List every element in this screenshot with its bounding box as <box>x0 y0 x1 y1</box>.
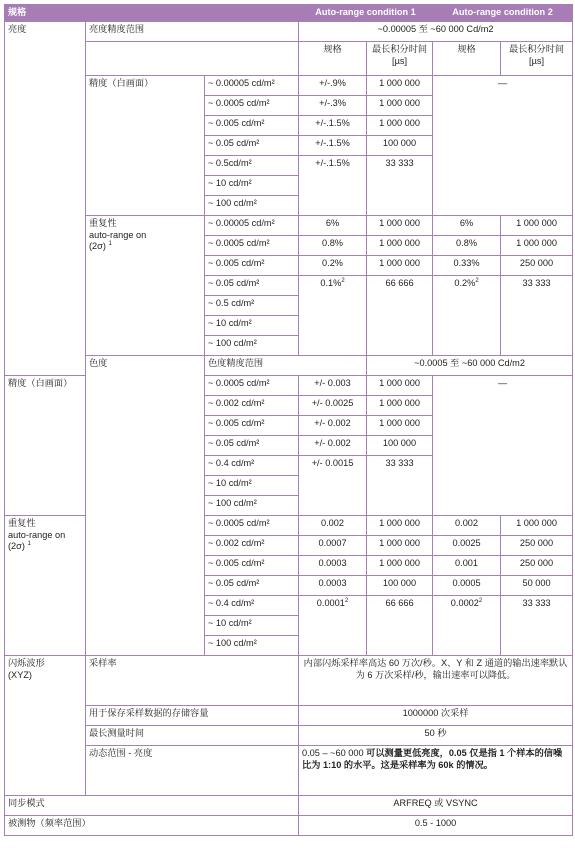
lum-rep-t2: 1 000 000 <box>501 215 573 235</box>
lum-rep-s2: 0.33% <box>433 255 501 275</box>
chroma-rep-s2: 0.0005 <box>433 575 501 595</box>
lum-range-label: 亮度精度范围 <box>86 21 299 41</box>
chroma-acc-time: 1 000 000 <box>367 395 433 415</box>
lum-acc-spec: +/-.1.5% <box>299 115 367 135</box>
chroma-rep-t2: 50 000 <box>501 575 573 595</box>
chroma-rep-t2: 250 000 <box>501 535 573 555</box>
chroma-acc-label: 精度（白画面） <box>5 375 86 515</box>
lum-acc-lvl: ~ 0.005 cd/m² <box>205 115 299 135</box>
lum-rep-sigma: (2σ) <box>89 241 106 252</box>
flicker-storage-label: 用于保存采样数据的存储容量 <box>86 705 299 725</box>
chroma-acc-time: 33 333 <box>367 455 433 515</box>
lum-range-value: ~0.00005 至 ~60 000 Cd/m2 <box>299 21 573 41</box>
chroma-acc-spec: +/- 0.003 <box>299 375 367 395</box>
chroma-rep-s1: 0.0003 <box>299 555 367 575</box>
lum-acc-lvl: ~ 0.0005 cd/m² <box>205 95 299 115</box>
chroma-acc-lvl: ~ 0.05 cd/m² <box>205 435 299 455</box>
chroma-rep-t2: 250 000 <box>501 555 573 575</box>
chroma-rep-t1: 1 000 000 <box>367 535 433 555</box>
lum-rep-s2-value: 0.2% <box>454 277 476 288</box>
chroma-rep-lvl: ~ 0.002 cd/m² <box>205 535 299 555</box>
lum-rep-sub: auto-range on <box>89 229 147 240</box>
chroma-rep-t1: 100 000 <box>367 575 433 595</box>
chroma-rep-lvl: ~ 100 cd/m² <box>205 635 299 655</box>
flicker-rate-value: 内部闪烁采样率高达 60 万次/秒。X、Y 和 Z 通道的输出速率默认为 6 万次采样/秒，输出速率可以降低。 <box>299 655 573 705</box>
chroma-rep-lvl: ~ 0.005 cd/m² <box>205 555 299 575</box>
lum-acc-lvl: ~ 0.05 cd/m² <box>205 135 299 155</box>
lum-rep-label <box>86 215 205 355</box>
lum-rep-lvl: ~ 0.5 cd/m² <box>205 295 299 315</box>
lum-rep-lvl: ~ 10 cd/m² <box>205 315 299 335</box>
lum-col-maxint1: 最长积分时间 [µs] <box>367 41 433 75</box>
header-row <box>5 5 573 22</box>
chroma-rep-lvl: ~ 10 cd/m² <box>205 615 299 635</box>
lum-col-spec2: 规格 <box>433 41 501 75</box>
chroma-rep-t1: 1 000 000 <box>367 515 433 535</box>
sync-value: ARFREQ 或 VSYNC <box>299 795 573 815</box>
chroma-section-label: 色度 <box>86 355 205 655</box>
lum-rep-t2: 250 000 <box>501 255 573 275</box>
flicker-dyn-label: 动态范围 - 亮度 <box>86 745 299 795</box>
lum-rep-s1: 6% <box>299 215 367 235</box>
chroma-acc-spec: +/- 0.0015 <box>299 455 367 515</box>
lum-rep-t1: 1 000 000 <box>367 255 433 275</box>
chroma-rep-s1: 0.002 <box>299 515 367 535</box>
lum-rep-s1-footnote: 2 <box>341 277 345 284</box>
flicker-storage-value: 1000000 次采样 <box>299 705 573 725</box>
lum-acc-time: 1 000 000 <box>367 75 433 95</box>
chroma-rep-s1: 0.0007 <box>299 535 367 555</box>
lum-rep-s2: 6% <box>433 215 501 235</box>
flicker-maxtime-value: 50 秒 <box>299 725 573 745</box>
chroma-rep-t1: 66 666 <box>367 595 433 655</box>
lum-col-spec1: 规格 <box>299 41 367 75</box>
dut-value: 0.5 - 1000 <box>299 815 573 835</box>
chroma-rep-s2-footnote: 2 <box>478 597 483 604</box>
chroma-rep-s1 <box>299 595 367 655</box>
chroma-range-label: 色度精度范围 <box>205 355 367 375</box>
lum-rep-t1: 66 666 <box>367 275 433 355</box>
header-spec: 规格 <box>5 5 299 22</box>
chroma-rep-label <box>5 515 86 655</box>
lum-acc-time: 33 333 <box>367 155 433 215</box>
chroma-rep-s1-value: 0.0001 <box>316 597 345 608</box>
chroma-acc-lvl: ~ 0.0005 cd/m² <box>205 375 299 395</box>
chroma-rep-lvl: ~ 0.0005 cd/m² <box>205 515 299 535</box>
lum-acc-lvl: ~ 10 cd/m² <box>205 175 299 195</box>
sync-label: 同步模式 <box>5 795 299 815</box>
lum-rep-footnote: 1 <box>108 241 112 248</box>
lum-acc-time: 1 000 000 <box>367 115 433 135</box>
lum-acc-spec: +/-.1.5% <box>299 135 367 155</box>
lum-acc-spec: +/-.1.5% <box>299 155 367 215</box>
chroma-acc-spec: +/- 0.002 <box>299 435 367 455</box>
lum-acc-lvl: ~ 0.5cd/m² <box>205 155 299 175</box>
chroma-acc-spec: +/- 0.0025 <box>299 395 367 415</box>
chroma-acc-time: 1 000 000 <box>367 415 433 435</box>
lum-acc-time: 100 000 <box>367 135 433 155</box>
flicker-rate-label: 采样率 <box>86 655 299 705</box>
chroma-rep-s2: 0.0025 <box>433 535 501 555</box>
lum-acc-time: 1 000 000 <box>367 95 433 115</box>
chroma-acc-lvl: ~ 0.4 cd/m² <box>205 455 299 475</box>
dut-label: 被测物（频率范围） <box>5 815 299 835</box>
chroma-acc-lvl: ~ 0.002 cd/m² <box>205 395 299 415</box>
lum-acc-lvl: ~ 100 cd/m² <box>205 195 299 215</box>
chroma-rep-t2: 33 333 <box>501 595 573 655</box>
chroma-acc-time: 100 000 <box>367 435 433 455</box>
lum-rep-s1: 0.2% <box>299 255 367 275</box>
chroma-rep-s2: 0.001 <box>433 555 501 575</box>
lum-rep-lvl: ~ 0.05 cd/m² <box>205 275 299 295</box>
lum-rep-lvl: ~ 0.0005 cd/m² <box>205 235 299 255</box>
lum-rep-lvl: ~ 0.005 cd/m² <box>205 255 299 275</box>
chroma-range-value: ~0.0005 至 ~60 000 Cd/m2 <box>367 355 573 375</box>
flicker-section-label <box>5 655 86 795</box>
chroma-acc-lvl: ~ 10 cd/m² <box>205 475 299 495</box>
header-cond1: Auto-range condition 1 <box>299 5 433 22</box>
chroma-rep-t2: 1 000 000 <box>501 515 573 535</box>
lum-rep-t1: 1 000 000 <box>367 215 433 235</box>
chroma-rep-s2: 0.002 <box>433 515 501 535</box>
chroma-rep-sigma: (2σ) <box>8 541 25 552</box>
chroma-acc-lvl: ~ 100 cd/m² <box>205 495 299 515</box>
chroma-rep-s2 <box>433 595 501 655</box>
flicker-maxtime-label: 最长测量时间 <box>86 725 299 745</box>
chroma-rep-footnote: 1 <box>27 541 31 548</box>
lum-rep-t1: 1 000 000 <box>367 235 433 255</box>
lum-acc-spec: +/-.3% <box>299 95 367 115</box>
chroma-acc-dash: — <box>433 375 573 515</box>
chroma-rep-lvl: ~ 0.05 cd/m² <box>205 575 299 595</box>
chroma-rep-lvl: ~ 0.4 cd/m² <box>205 595 299 615</box>
lum-rep-s1: 0.8% <box>299 235 367 255</box>
lum-rep-s1 <box>299 275 367 355</box>
chroma-acc-lvl: ~ 0.005 cd/m² <box>205 415 299 435</box>
header-cond2: Auto-range condition 2 <box>433 5 573 22</box>
chroma-rep-s1: 0.0003 <box>299 575 367 595</box>
flicker-dyn-note: 可以测量更低亮度，0.05 仅是指 1 个样本的信噪比为 1:10 的水平。这是采样率为 60k 的情况。 <box>302 747 563 770</box>
lum-rep-title: 重复性 <box>89 217 117 228</box>
lum-rep-t2: 1 000 000 <box>501 235 573 255</box>
lum-rep-s1-value: 0.1% <box>320 277 342 288</box>
lum-acc-spec: +/-.9% <box>299 75 367 95</box>
chroma-acc-time: 1 000 000 <box>367 375 433 395</box>
lum-rep-s2: 0.8% <box>433 235 501 255</box>
chroma-rep-sub: auto-range on <box>8 529 66 540</box>
chroma-rep-s1-footnote: 2 <box>344 597 349 604</box>
chroma-rep-title: 重复性 <box>8 517 36 528</box>
flicker-title: 闪烁波形 <box>8 657 45 668</box>
lum-acc-dash: — <box>433 75 573 215</box>
lum-col-maxint2: 最长积分时间 [µs] <box>501 41 573 75</box>
lum-rep-lvl: ~ 0.00005 cd/m² <box>205 215 299 235</box>
lum-section-label: 亮度 <box>5 21 86 375</box>
chroma-rep-t1: 1 000 000 <box>367 555 433 575</box>
flicker-dyn-range: 0.05 – ~60 000 <box>302 747 364 758</box>
chroma-rep-s2-value: 0.0002 <box>450 597 479 608</box>
chroma-acc-spec: +/- 0.002 <box>299 415 367 435</box>
lum-rep-lvl: ~ 100 cd/m² <box>205 335 299 355</box>
lum-acc-label: 精度（白画面） <box>86 75 205 215</box>
spec-table <box>4 4 573 836</box>
flicker-subtitle: (XYZ) <box>8 669 32 680</box>
lum-rep-t2: 33 333 <box>501 275 573 355</box>
lum-rep-s2 <box>433 275 501 355</box>
flicker-dyn-value <box>299 745 573 795</box>
lum-rep-s2-footnote: 2 <box>475 277 479 284</box>
lum-acc-lvl: ~ 0.00005 cd/m² <box>205 75 299 95</box>
